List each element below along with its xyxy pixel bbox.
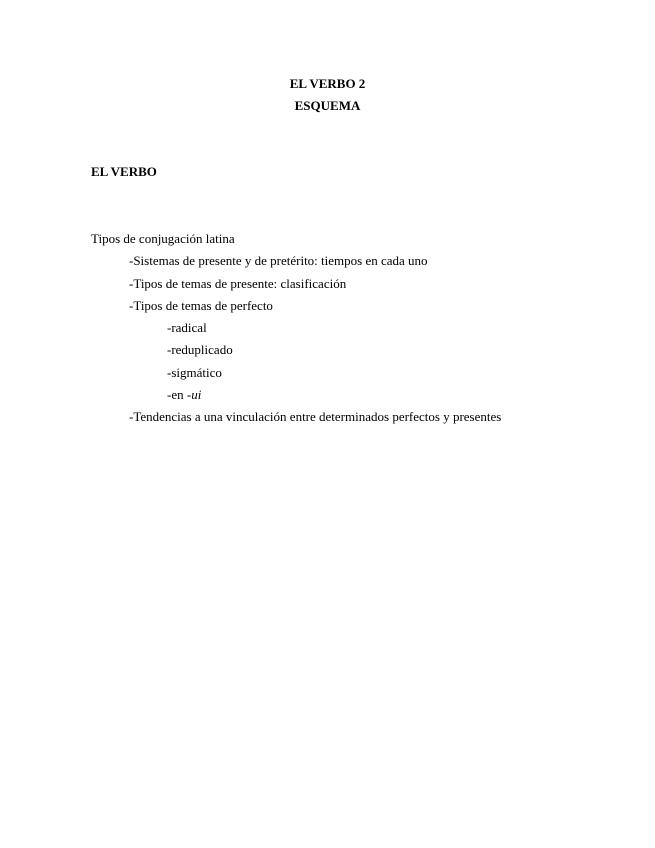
outline-item [91,298,501,320]
outline-item-text: -en - [167,387,192,403]
outline-item-text: -Tipos de temas de presente: clasificación [129,275,347,291]
outline-item-italic: ui [191,387,202,403]
outline-item [91,253,501,275]
outline-item-text: -Tipos de temas de perfecto [129,297,273,313]
document-subtitle: ESQUEMA [294,98,361,113]
outline-item-text: -reduplicado [167,342,233,358]
outline-item [91,387,501,409]
outline-item [91,231,501,253]
outline-item-text: Tipos de conjugación latina [91,231,235,246]
outline-item-text: -sigmático [167,364,222,380]
outline-item [91,409,501,431]
outline-item [91,276,501,298]
outline-list [91,231,501,432]
outline-item-text: -radical [167,320,207,336]
outline-item [91,342,501,364]
outline-item-text: -Tendencias a una vinculación entre determinados perfectos y presentes [129,409,502,425]
document-title: EL VERBO 2 [289,76,366,91]
outline-item-text: -Sistemas de presente y de pretérito: tiempos en cada uno [129,253,428,269]
outline-item [91,320,501,342]
section-heading: EL VERBO [91,164,157,179]
outline-item [91,365,501,387]
